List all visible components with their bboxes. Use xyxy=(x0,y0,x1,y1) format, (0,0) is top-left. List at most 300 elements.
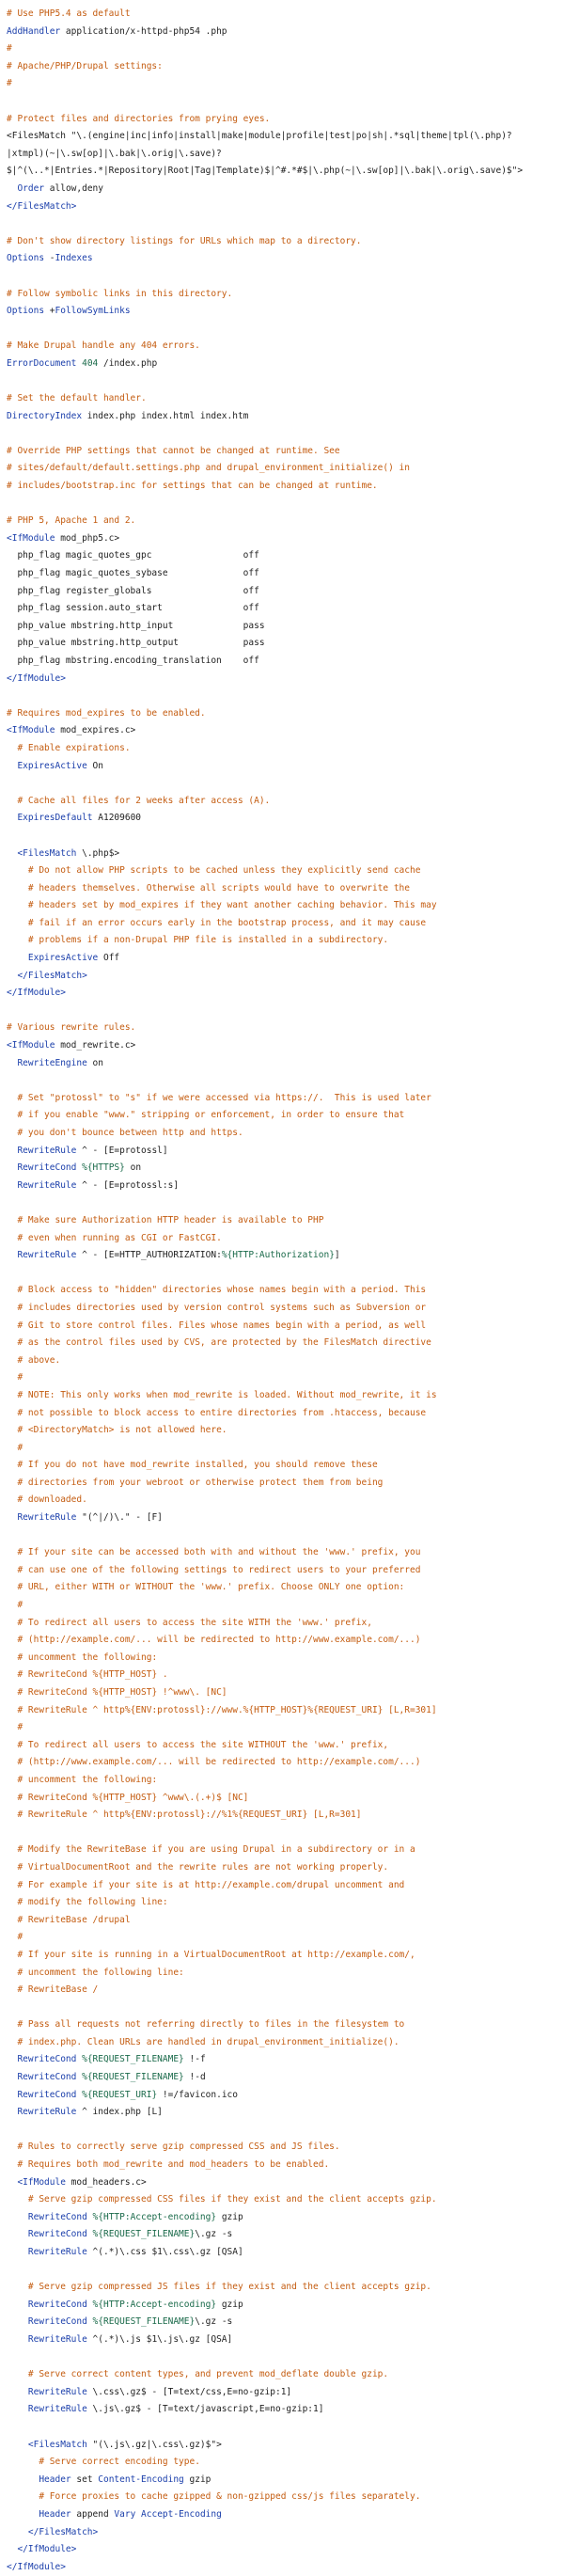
code-line xyxy=(7,425,564,443)
code-line xyxy=(7,2174,564,2192)
code-line xyxy=(7,1650,564,1667)
code-token-text xyxy=(7,796,17,806)
code-token-text: php_flag magic_quotes_sybase off xyxy=(7,568,259,578)
code-line xyxy=(7,1965,564,1983)
code-token-text xyxy=(7,2440,28,2450)
code-token-keyword: ExpiresActive xyxy=(27,953,99,964)
code-line xyxy=(7,1929,564,1947)
code-token-comment: # uncomment the following: xyxy=(17,1774,158,1785)
code-token-text: ^ - [E=protossl:s] xyxy=(76,1179,180,1191)
code-token-comment: # PHP 5, Apache 1 and 2. xyxy=(7,515,136,527)
code-token-text xyxy=(7,1582,17,1592)
code-line xyxy=(7,1772,564,1790)
code-token-text: $|^(\..*|Entries.*|Repository|Root|Tag|Template)$|^#.*#$|\.php(~|\.sw[op]|\.bak|\.orig\.save)$"> xyxy=(7,166,524,177)
code-token-keyword: RewriteRule xyxy=(17,1512,77,1524)
code-token-text xyxy=(7,1950,17,1960)
code-line xyxy=(7,635,564,653)
code-token-text xyxy=(7,2404,28,2414)
code-line xyxy=(7,1841,564,1859)
code-token-text xyxy=(7,1146,17,1156)
code-token-text: !-f xyxy=(183,2054,206,2065)
code-token-keyword: <FilesMatch xyxy=(27,2439,87,2450)
code-line xyxy=(7,1894,564,1912)
code-line xyxy=(7,2384,564,2402)
code-line xyxy=(7,2401,564,2419)
code-line xyxy=(7,372,564,390)
code-token-text xyxy=(7,2299,28,2310)
code-token-text xyxy=(7,2509,39,2520)
code-line xyxy=(7,618,564,636)
code-line xyxy=(7,1440,564,1458)
code-token-text xyxy=(7,1058,17,1068)
code-line xyxy=(7,565,564,583)
code-token-comment: # uncomment the following line: xyxy=(17,1967,184,1978)
code-token-text: php_value mbstring.http_output pass xyxy=(7,638,265,649)
code-line xyxy=(7,443,564,461)
code-token-text xyxy=(7,1669,17,1680)
code-line xyxy=(7,163,564,181)
code-token-keyword: RewriteRule xyxy=(17,1145,77,1156)
code-token-text: ^ index.php [L] xyxy=(76,2107,163,2118)
code-token-text: <FilesMatch "\.(engine|inc|info|install|make|module|profile|test|po|sh|.*sql|theme|tpl(\.php)? xyxy=(7,131,512,142)
code-line xyxy=(7,2226,564,2244)
code-line xyxy=(7,1579,564,1597)
code-line xyxy=(7,1912,564,1930)
code-token-comment: # Pass all requests not referring directly to files in the filesystem to xyxy=(17,2019,405,2031)
code-token-keyword: </FilesMatch> xyxy=(7,200,77,212)
code-token-keyword: Vary xyxy=(114,2508,136,2520)
code-line xyxy=(7,1684,564,1702)
code-token-text xyxy=(7,1775,17,1785)
code-token-text: ^ - [E=protossl] xyxy=(76,1145,168,1156)
code-line xyxy=(7,2087,564,2105)
code-token-comment: # xyxy=(17,1372,24,1383)
code-token-text: mod_php5.c> xyxy=(55,532,120,544)
code-token-comment: # you don't bounce between http and https. xyxy=(17,1128,243,1138)
code-token-keyword: RewriteRule xyxy=(17,1250,77,1261)
code-line xyxy=(7,1737,564,1755)
code-line xyxy=(7,2437,564,2455)
code-token-text xyxy=(7,2282,28,2292)
code-token-comment: # Block access to "hidden" directories whose names begin with a period. This xyxy=(17,1285,427,1296)
code-line xyxy=(7,2524,564,2542)
code-line xyxy=(7,286,564,304)
code-token-keyword: FollowSymLinks xyxy=(55,306,131,317)
code-line xyxy=(7,2506,564,2524)
code-line xyxy=(7,547,564,565)
code-line xyxy=(7,1003,564,1020)
code-line xyxy=(7,1544,564,1562)
code-token-text: - xyxy=(44,253,55,264)
code-line xyxy=(7,1790,564,1808)
code-line xyxy=(7,2104,564,2122)
code-token-keyword: ErrorDocument xyxy=(7,357,77,369)
code-line xyxy=(7,1160,564,1177)
code-token-text: index.php index.html index.htm xyxy=(82,410,249,421)
code-token-variable: %{HTTP:Accept-encoding} xyxy=(92,2211,217,2222)
code-line xyxy=(7,250,564,268)
code-token-variable: %{HTTP:Authorization} xyxy=(221,1250,335,1261)
code-token-text xyxy=(7,1494,17,1505)
code-token-comment: # xyxy=(17,1932,24,1943)
code-token-text xyxy=(7,918,28,928)
code-line xyxy=(7,1475,564,1493)
code-token-keyword: Header xyxy=(39,2508,71,2520)
code-token-comment: # above. xyxy=(17,1354,61,1366)
code-token-text: mod_rewrite.c> xyxy=(55,1040,136,1051)
code-line xyxy=(7,1125,564,1143)
code-token-keyword: </IfModule> xyxy=(7,988,66,999)
code-token-text xyxy=(7,1460,17,1470)
code-token-text xyxy=(7,1687,17,1698)
code-token-text: "(^|/)\." - [F] xyxy=(76,1512,163,1524)
code-token-text xyxy=(7,2316,28,2327)
code-token-comment: # sites/default/default.settings.php and drupal_environment_initialize() in xyxy=(7,463,410,474)
code-line xyxy=(7,985,564,1003)
code-token-keyword: RewriteCond xyxy=(17,2054,77,2065)
code-token-comment: # Git to store control files. Files whose names begin with a period, as well xyxy=(17,1320,427,1331)
code-line xyxy=(7,897,564,915)
code-token-comment: # NOTE: This only works when mod_rewrite is loaded. Without mod_rewrite, it is xyxy=(17,1389,437,1400)
code-token-keyword: ExpiresDefault xyxy=(17,813,93,824)
code-token-text xyxy=(7,1600,17,1610)
code-line xyxy=(7,2139,564,2157)
code-line xyxy=(7,1982,564,1999)
code-token-text: \.gz -s xyxy=(195,2316,233,2328)
code-token-keyword: AddHandler xyxy=(7,25,61,37)
code-token-text xyxy=(7,1355,17,1366)
code-token-keyword: </FilesMatch> xyxy=(27,2526,99,2537)
code-token-comment: # RewriteRule ^ http%{ENV:protossl}://%1%{REQUEST_URI} [L,R=301] xyxy=(17,1810,362,1821)
code-token-comment: # uncomment the following: xyxy=(17,1651,158,1663)
code-token-text xyxy=(7,1984,17,1995)
code-token-comment: # If your site is running in a VirtualDocumentRoot at http://example.com/, xyxy=(17,1949,415,1960)
code-line xyxy=(7,740,564,758)
code-line xyxy=(7,1877,564,1895)
code-token-keyword: <IfModule xyxy=(7,1040,55,1051)
code-line xyxy=(7,478,564,496)
code-token-comment: # Serve gzip compressed JS files if they exist and the client accepts gzip. xyxy=(27,2282,431,2293)
code-line xyxy=(7,233,564,251)
code-token-comment: # Various rewrite rules. xyxy=(7,1022,136,1034)
code-token-text: \.gz -s xyxy=(195,2229,233,2240)
code-token-keyword: Indexes xyxy=(55,253,93,264)
code-line xyxy=(7,968,564,986)
code-line xyxy=(7,845,564,863)
code-line xyxy=(7,1230,564,1248)
code-line xyxy=(7,1282,564,1300)
code-token-text xyxy=(7,743,17,753)
code-line xyxy=(7,2122,564,2140)
code-token-comment: # includes directories used by version control systems such as Subversion or xyxy=(17,1302,427,1313)
code-line xyxy=(7,40,564,58)
code-token-text xyxy=(7,1757,17,1767)
code-token-comment: # Do not allow PHP scripts to be cached unless they explicitly send cache xyxy=(27,865,421,877)
code-token-text: mod_headers.c> xyxy=(65,2176,147,2188)
code-token-text xyxy=(7,1512,17,1523)
code-token-keyword: <IfModule xyxy=(7,725,55,736)
code-line xyxy=(7,496,564,514)
code-line xyxy=(7,1422,564,1440)
code-token-text xyxy=(7,1443,17,1453)
code-token-keyword: <FilesMatch xyxy=(17,847,77,859)
code-token-keyword: <IfModule xyxy=(17,2176,66,2188)
code-line xyxy=(7,1754,564,1772)
code-token-comment: # (http://www.example.com/... will be redirected to http://example.com/...) xyxy=(17,1757,421,1768)
code-token-comment: # headers themselves. Otherwise all scripts would have to overwrite the xyxy=(27,882,410,893)
code-token-number: 404 xyxy=(82,357,99,369)
code-token-text xyxy=(7,1915,17,1925)
code-line xyxy=(7,1947,564,1965)
code-token-keyword: RewriteRule xyxy=(27,2247,87,2257)
code-line xyxy=(7,1143,564,1161)
code-token-text xyxy=(7,1862,17,1873)
code-token-keyword: RewriteCond xyxy=(27,2229,87,2240)
code-token-comment: # RewriteCond %{HTTP_HOST} ^www\.(.+)$ [NC] xyxy=(17,1792,249,1803)
code-line xyxy=(7,1352,564,1370)
code-token-text xyxy=(7,1478,17,1488)
code-token-text xyxy=(7,1565,17,1575)
code-token-comment: # includes/bootstrap.inc for settings that can be changed at runtime. xyxy=(7,481,378,492)
code-token-text: ^(.*)\.js $1\.js\.gz [QSA] xyxy=(86,2333,233,2345)
code-token-comment: # Serve correct encoding type. xyxy=(39,2457,200,2468)
code-token-text xyxy=(7,2334,28,2345)
code-token-keyword: Header xyxy=(39,2473,71,2485)
code-token-comment: # Enable expirations. xyxy=(17,742,131,753)
code-token-text: !-d xyxy=(183,2072,206,2083)
code-token-comment: # downloaded. xyxy=(17,1494,87,1506)
code-token-comment: # To redirect all users to access the site WITHOUT the 'www.' prefix, xyxy=(17,1739,389,1750)
code-token-comment: # as the control files used by CVS, are protected by the FilesMatch directive xyxy=(17,1337,431,1349)
code-token-comment: # Set the default handler. xyxy=(7,393,147,404)
code-line xyxy=(7,932,564,950)
code-line xyxy=(7,2157,564,2174)
code-token-comment: # Don't show directory listings for URLs which map to a directory. xyxy=(7,235,362,246)
code-token-text xyxy=(7,1093,17,1103)
code-line xyxy=(7,2366,564,2384)
code-line xyxy=(7,6,564,24)
code-token-comment: # xyxy=(17,1600,24,1611)
code-token-text xyxy=(7,1425,17,1435)
code-line xyxy=(7,1999,564,2017)
code-token-comment: # directories from your webroot or otherwise protect them from being xyxy=(17,1477,384,1488)
code-line xyxy=(7,2489,564,2506)
code-token-comment: # Rules to correctly serve gzip compressed CSS and JS files. xyxy=(17,2141,340,2153)
code-token-text xyxy=(7,1932,17,1942)
code-token-text: !=/favicon.ico xyxy=(157,2089,238,2100)
code-line xyxy=(7,2209,564,2227)
code-token-comment: # xyxy=(17,1722,24,1733)
code-line xyxy=(7,1562,564,1580)
code-line xyxy=(7,1632,564,1650)
code-token-comment: # Requires both mod_rewrite and mod_headers to be enabled. xyxy=(17,2159,330,2171)
code-line xyxy=(7,303,564,321)
code-token-text xyxy=(7,1233,17,1243)
code-token-keyword: Accept-Encoding xyxy=(141,2508,222,2520)
code-line xyxy=(7,2191,564,2209)
code-line xyxy=(7,111,564,129)
code-token-text: mod_expires.c> xyxy=(55,725,136,736)
code-line xyxy=(7,1825,564,1842)
code-token-comment: # index.php. Clean URLs are handled in drupal_environment_initialize(). xyxy=(17,2036,400,2047)
code-line xyxy=(7,1300,564,1318)
code-token-comment: # RewriteCond %{HTTP_HOST} !^www\. [NC] xyxy=(17,1687,227,1698)
code-line xyxy=(7,862,564,880)
code-line xyxy=(7,775,564,793)
code-token-comment: # even when running as CGI or FastCGI. xyxy=(17,1232,222,1243)
code-token-keyword: RewriteRule xyxy=(27,2404,87,2415)
code-token-text xyxy=(7,1162,17,1173)
code-token-text xyxy=(7,1303,17,1313)
code-line xyxy=(7,758,564,776)
code-line xyxy=(7,880,564,898)
code-token-text xyxy=(7,1372,17,1383)
code-line xyxy=(7,24,564,41)
code-token-text xyxy=(7,1897,17,1907)
code-token-comment: # RewriteCond %{HTTP_HOST} . xyxy=(17,1669,168,1681)
code-token-comment: # To redirect all users to access the site WITH the 'www.' prefix, xyxy=(17,1617,372,1628)
code-token-variable: %{REQUEST_FILENAME} xyxy=(92,2316,196,2328)
code-line xyxy=(7,2419,564,2437)
code-token-comment: # not possible to block access to entire directories from .htaccess, because xyxy=(17,1407,427,1418)
code-line xyxy=(7,321,564,339)
code-line xyxy=(7,1369,564,1387)
code-token-text xyxy=(7,2019,17,2030)
code-line xyxy=(7,268,564,286)
code-token-text xyxy=(7,1320,17,1331)
code-token-text: On xyxy=(86,760,103,771)
code-token-text xyxy=(7,2212,28,2222)
code-token-text xyxy=(7,2527,28,2537)
code-token-text xyxy=(7,2194,28,2205)
code-line xyxy=(7,1090,564,1108)
code-token-text xyxy=(7,2387,28,2397)
code-line xyxy=(7,1702,564,1720)
code-line xyxy=(7,2034,564,2052)
code-token-comment: # problems if a non-Drupal PHP file is installed in a subdirectory. xyxy=(27,935,389,946)
code-token-text xyxy=(7,1285,17,1295)
code-line xyxy=(7,2454,564,2472)
code-token-text xyxy=(7,1337,17,1348)
code-line xyxy=(7,530,564,548)
code-line xyxy=(7,75,564,93)
code-line xyxy=(7,2262,564,2280)
code-token-comment: # xyxy=(7,78,12,89)
code-token-keyword: </FilesMatch> xyxy=(17,970,87,981)
code-token-comment: # Cache all files for 2 weeks after access (A). xyxy=(17,795,271,806)
code-token-text xyxy=(7,2107,17,2117)
code-token-keyword: Content-Encoding xyxy=(98,2473,184,2485)
code-token-text: gzip xyxy=(183,2473,212,2485)
code-token-text: \.css\.gz$ - [T=text/css,E=no-gzip:1] xyxy=(86,2386,292,2397)
code-line xyxy=(7,1055,564,1073)
code-token-text xyxy=(7,1635,17,1645)
code-token-text xyxy=(7,2072,17,2082)
code-line xyxy=(7,338,564,356)
code-token-text xyxy=(7,900,28,910)
code-token-variable: %{HTTPS} xyxy=(82,1162,125,1174)
code-token-text xyxy=(7,1722,17,1732)
code-token-variable: %{REQUEST_URI} xyxy=(82,2089,158,2100)
code-token-comment: # Use PHP5.4 as default xyxy=(7,8,131,19)
code-token-comment: # <DirectoryMatch> is not allowed here. xyxy=(17,1425,227,1436)
code-line xyxy=(7,600,564,618)
code-token-text xyxy=(7,2141,17,2152)
code-token-text xyxy=(7,1215,17,1225)
code-token-keyword: Options xyxy=(7,253,45,264)
code-token-text xyxy=(7,761,17,771)
code-token-comment: # can use one of the following settings to redirect users to your preferred xyxy=(17,1564,421,1575)
code-line xyxy=(7,2314,564,2331)
code-token-text xyxy=(7,1408,17,1418)
code-token-text xyxy=(7,1110,17,1120)
code-line xyxy=(7,215,564,233)
code-token-text: php_value mbstring.http_input pass xyxy=(7,620,265,631)
code-token-text: \.php$> xyxy=(76,847,120,859)
code-token-text: on xyxy=(124,1162,142,1174)
code-line xyxy=(7,1719,564,1737)
code-token-comment: # RewriteBase / xyxy=(17,1984,99,1996)
code-token-comment: # Make sure Authorization HTTP header is available to PHP xyxy=(17,1214,324,1225)
code-line xyxy=(7,2349,564,2367)
code-token-comment: # URL, either WITH or WITHOUT the 'www.' prefix. Choose ONLY one option: xyxy=(17,1582,405,1593)
code-token-keyword: RewriteCond xyxy=(27,2211,87,2222)
code-line xyxy=(7,687,564,705)
code-token-text xyxy=(7,1390,17,1400)
code-token-text: application/x-httpd-php54 .php xyxy=(60,25,227,37)
code-token-text: Off xyxy=(98,953,120,964)
code-line xyxy=(7,181,564,198)
code-token-text: A1209600 xyxy=(92,813,142,824)
code-token-keyword: ExpiresActive xyxy=(17,760,87,771)
code-line xyxy=(7,1615,564,1633)
code-line xyxy=(7,1107,564,1125)
code-token-keyword: DirectoryIndex xyxy=(7,410,83,421)
code-token-text xyxy=(7,1844,17,1855)
code-token-text xyxy=(7,2229,28,2239)
code-line xyxy=(7,950,564,968)
code-token-text xyxy=(7,1652,17,1663)
code-token-text xyxy=(7,1740,17,1750)
code-line xyxy=(7,513,564,530)
code-line xyxy=(7,1457,564,1475)
code-token-comment: # Requires mod_expires to be enabled. xyxy=(7,707,206,719)
code-token-keyword: RewriteCond xyxy=(17,2089,77,2100)
code-token-text xyxy=(7,1128,17,1138)
code-line xyxy=(7,1335,564,1352)
code-token-text xyxy=(7,1793,17,1803)
code-line xyxy=(7,653,564,671)
code-line xyxy=(7,2472,564,2489)
code-line xyxy=(7,1405,564,1423)
code-token-text xyxy=(7,1968,17,1978)
code-line xyxy=(7,2244,564,2262)
code-line xyxy=(7,1265,564,1283)
code-token-text: php_flag magic_quotes_gpc off xyxy=(7,550,259,561)
code-token-comment: # Apache/PHP/Drupal settings: xyxy=(7,60,163,71)
code-line xyxy=(7,1318,564,1335)
code-token-text xyxy=(7,2090,17,2100)
code-token-text xyxy=(7,953,28,963)
code-token-comment: # Protect files and directories from prying eyes. xyxy=(7,113,271,124)
code-line xyxy=(7,1859,564,1877)
code-token-comment: # headers set by mod_expires if they want another caching behavior. This may xyxy=(27,900,437,911)
code-token-text xyxy=(7,935,28,945)
code-line xyxy=(7,1527,564,1545)
code-token-comment: # Serve correct content types, and prevent mod_deflate double gzip. xyxy=(27,2369,389,2380)
code-line xyxy=(7,1667,564,1684)
code-token-text xyxy=(7,1705,17,1715)
